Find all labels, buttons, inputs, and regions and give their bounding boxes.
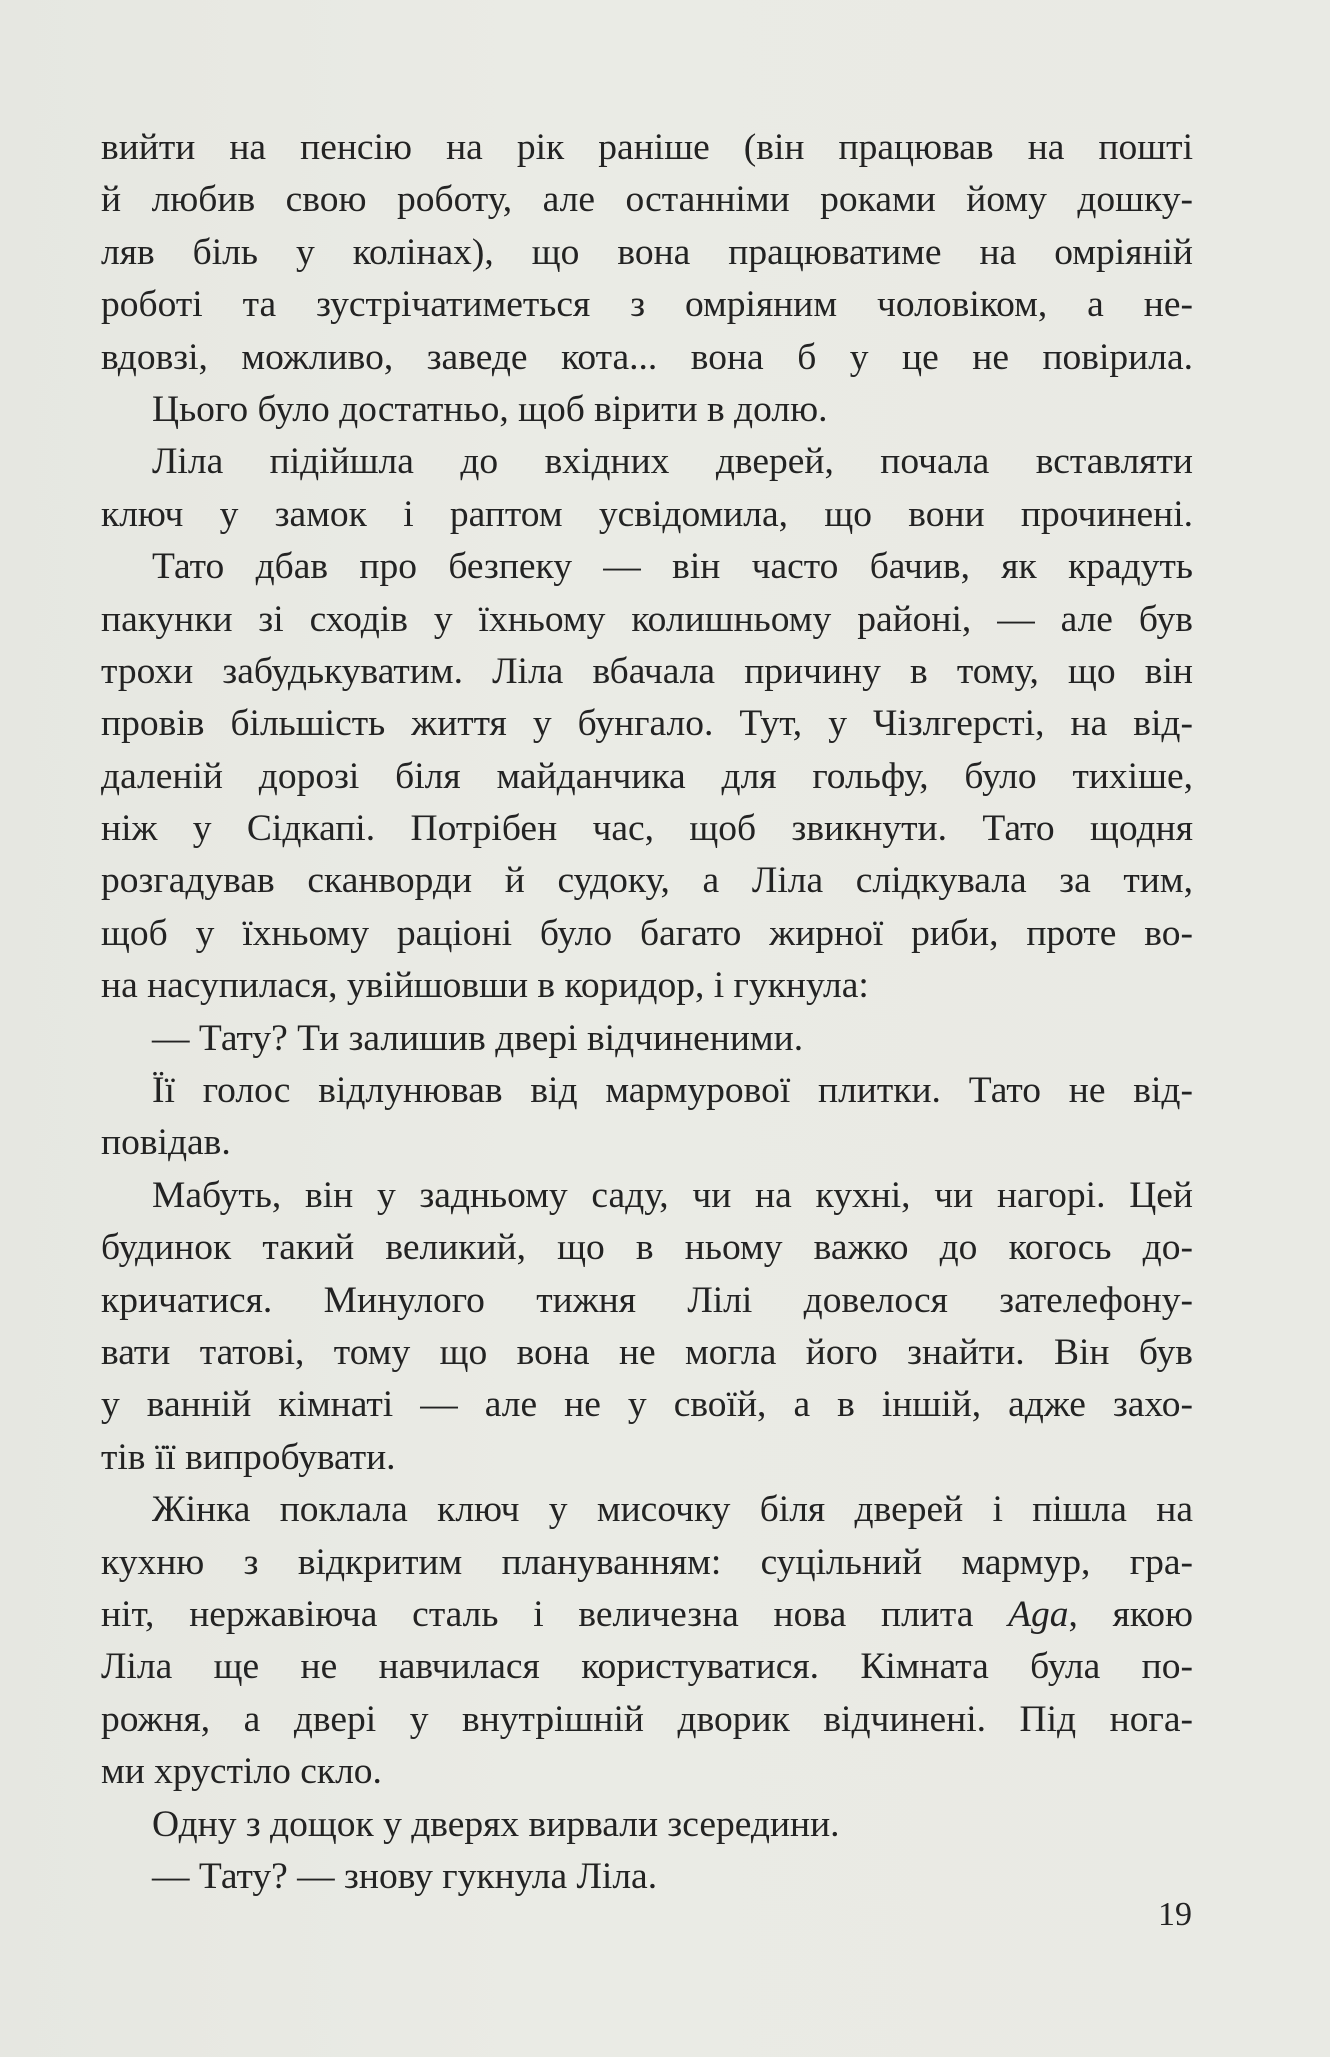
text-line: Ліла ще не навчилася користуватися. Кімната була по- (101, 1646, 1193, 1688)
text-line: — Тату? Ти залишив двері відчиненими. (152, 1017, 804, 1059)
text-line: вдовзі, можливо, заведе кота... вона б у це не повірила. (101, 336, 1193, 378)
text-line: трохи забудькуватим. Ліла вбачала причину в тому, що він (101, 650, 1193, 692)
text-line: й любив свою роботу, але останніми роками йому дошку- (101, 179, 1193, 221)
text-line: Мабуть, він у задньому саду, чи на кухні, чи нагорі. Цей (152, 1174, 1193, 1216)
text-line: даленій дорозі біля майданчика для гольфу, було тихіше, (101, 755, 1193, 797)
text-line: вати татові, тому що вона не могла його знайти. Він був (101, 1331, 1193, 1373)
text-line: ключ у замок і раптом усвідомила, що вони прочинені. (101, 493, 1193, 535)
text-line: ляв біль у колінах), що вона працюватиме на омріяній (101, 231, 1193, 273)
text-line: — Тату? — знову гукнула Ліла. (152, 1855, 658, 1897)
text-line: роботі та зустрічатиметься з омріяним чоловіком, а не- (101, 284, 1193, 326)
text-line: щоб у їхньому раціоні було багато жирної риби, проте во- (101, 912, 1193, 954)
text-line: кухню з відкритим плануванням: суцільний мармур, гра- (101, 1541, 1193, 1583)
text-line: Її голос відлунював від мармурової плитки. Тато не від- (152, 1070, 1193, 1112)
text-line: провів більшість життя у бунгало. Тут, у Чізлгерсті, на від- (101, 703, 1193, 745)
text-line: ніж у Сідкапі. Потрібен час, щоб звикнути. Тато щодня (101, 808, 1193, 850)
text-line: Ліла підійшла до вхідних дверей, почала вставляти (152, 441, 1193, 483)
text-line: розгадував сканворди й судоку, а Ліла слідкувала за тим, (101, 860, 1193, 902)
brand-name-italic: Aga (1008, 1593, 1069, 1635)
text-line: Жінка поклала ключ у мисочку біля дверей і пішла на (152, 1489, 1193, 1531)
text-line: рожня, а двері у внутрішній дворик відчинені. Під нога- (101, 1698, 1193, 1740)
text-line: будинок такий великий, що в ньому важко до когось до- (101, 1227, 1193, 1269)
body-text (101, 122, 1193, 1903)
text-line: на насупилася, увійшовши в коридор, і гукнула: (101, 965, 869, 1007)
text-line: кричатися. Минулого тижня Лілі довелося зателефону- (101, 1279, 1193, 1321)
text-line: ми хрустіло скло. (101, 1751, 382, 1793)
text-line: у ванній кімнаті — але не у своїй, а в іншій, адже захо- (101, 1384, 1193, 1426)
text-line: тів її випробувати. (101, 1436, 396, 1478)
text-line: Тато дбав про безпеку — він часто бачив, як крадуть (152, 546, 1193, 588)
page-number: 19 (1158, 1896, 1192, 1933)
text-line: пакунки зі сходів у їхньому колишньому районі, — але був (101, 598, 1193, 640)
text-line: вийти на пенсію на рік раніше (він працював на пошті (101, 127, 1193, 168)
text-line: повідав. (101, 1122, 231, 1164)
text-line: Одну з дощок у дверях вирвали зсередини. (152, 1803, 840, 1845)
text-line: Цього було достатньо, щоб вірити в долю. (152, 388, 828, 430)
text-line: ніт, нержавіюча сталь і величезна нова плита Aga, якою (101, 1593, 1193, 1635)
